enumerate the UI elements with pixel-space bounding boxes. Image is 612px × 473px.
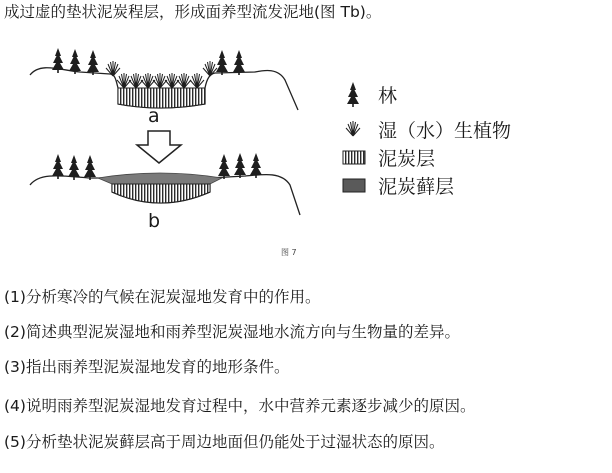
- question-5: (5)分析垫状泥炭藓层高于周边地面但仍能处于过湿状态的原因。: [4, 433, 445, 451]
- tree-icon: [69, 49, 81, 74]
- legend: [343, 82, 365, 192]
- tree-icon: [218, 154, 230, 179]
- legend-label-forest: 林: [378, 85, 398, 107]
- tree-icon: [87, 50, 99, 75]
- tree-icon: [84, 155, 96, 180]
- figure-caption: 图 7: [281, 248, 297, 257]
- question-4: (4)说明雨养型泥炭湿地发育过程中，水中营养元素逐步减少的原因。: [4, 397, 476, 415]
- tree-icon: [68, 155, 80, 180]
- legend-label-peat-moss-layer: 泥炭藓层: [378, 176, 455, 198]
- tree-icon: [233, 50, 245, 75]
- diagram-a-peat-layer: [118, 88, 205, 108]
- tree-icon: [52, 48, 64, 73]
- down-arrow-icon: [137, 131, 181, 163]
- peat-layer-swatch-icon: [343, 151, 365, 164]
- question-2: (2)简述典型泥炭湿地和雨养型泥炭湿地水流方向与生物量的差异。: [4, 323, 460, 341]
- tree-icon: [250, 153, 262, 178]
- tree-icon: [234, 153, 246, 178]
- diagram-b: [30, 153, 300, 215]
- diagram-b-peat-moss-layer: [98, 173, 222, 184]
- question-1: (1)分析寒冷的气候在泥炭湿地发育中的作用。: [4, 288, 321, 306]
- tree-icon: [52, 154, 64, 179]
- diagram-a: [30, 48, 298, 110]
- question-3: (3)指出雨养型泥炭湿地发育的地形条件。: [4, 358, 290, 376]
- legend-label-wetland-plants: 湿（水）生植物: [378, 120, 512, 142]
- tree-icon: [347, 82, 359, 107]
- diagram-a-label: a: [148, 105, 160, 127]
- legend-label-peat-layer: 泥炭层: [378, 148, 436, 170]
- wetland-plant-icon: [203, 61, 217, 76]
- peat-moss-layer-swatch-icon: [343, 179, 365, 192]
- intro-text: 成过虚的垫状泥炭程层，形成面养型流发泥地(图 Tb)。: [4, 3, 382, 21]
- tree-icon: [216, 50, 228, 75]
- wetland-plant-icon: [346, 121, 360, 136]
- wetland-plant-icon: [190, 73, 204, 88]
- diagram-b-label: b: [148, 210, 161, 232]
- diagram-b-peat-layer: [112, 184, 210, 203]
